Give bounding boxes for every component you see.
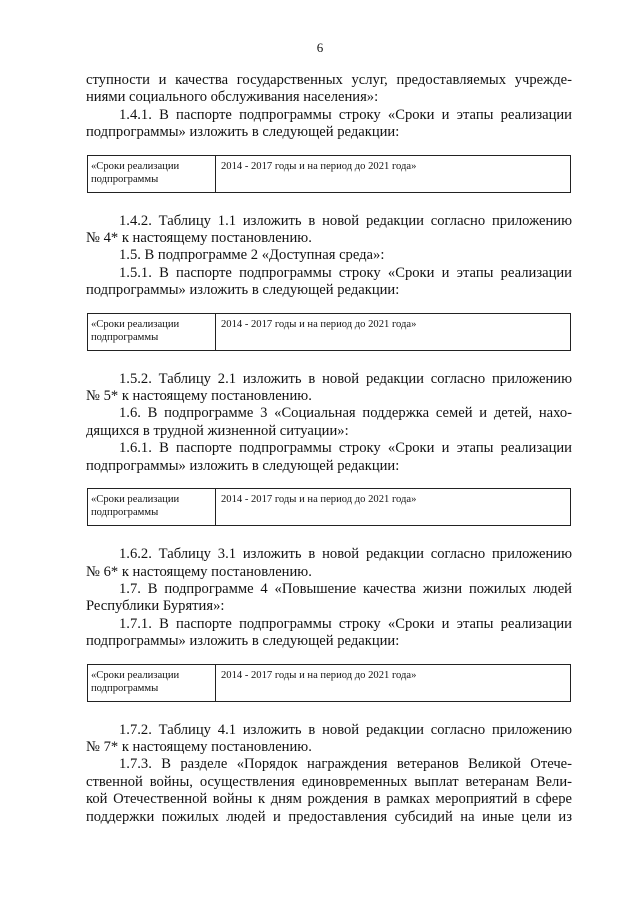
table-value-cell: 2014 - 2017 годы и на период до 2021 года» <box>221 669 417 681</box>
table-value-cell: 2014 - 2017 годы и на период до 2021 года» <box>221 494 417 506</box>
text-line: ниями социального обслуживания населения»: <box>86 89 379 106</box>
paragraph-1-6-1 <box>86 440 572 475</box>
text-line: 1.6.1. В паспорте подпрограммы строку «Сроки и этапы реализации <box>119 440 572 457</box>
text-line: 1.6. В подпрограмме 3 «Социальная поддержка семей и детей, нахо- <box>119 405 572 422</box>
table-label-cell: «Сроки реализации подпрограммы <box>88 156 216 192</box>
paragraph-1-5-2 <box>86 371 572 406</box>
text-line: Республики Бурятия»: <box>86 598 225 615</box>
paragraph-1-5 <box>86 247 572 264</box>
term-table-1 <box>87 155 571 193</box>
text-line: поддержки пожилых людей и предоставления субсидий на иные цели из <box>86 808 572 825</box>
text-line: подпрограммы» изложить в следующей редакции: <box>86 457 400 474</box>
paragraph-1-5-1 <box>86 265 572 300</box>
paragraph-1-4-2 <box>86 213 572 248</box>
text-line: № 5* к настоящему постановлению. <box>86 388 312 405</box>
text-line: подпрограммы» изложить в следующей редакции: <box>86 124 400 141</box>
text-line: 1.4.2. Таблицу 1.1 изложить в новой редакции согласно приложению <box>119 212 572 229</box>
text-line: 1.4.1. В паспорте подпрограммы строку «Сроки и этапы реализации <box>119 106 572 123</box>
paragraph-1-7-3 <box>86 756 572 826</box>
table-value-cell: 2014 - 2017 годы и на период до 2021 года» <box>221 318 417 330</box>
text-line: кой Отечественной войны к дням рождения в рамках мероприятий в сфере <box>86 791 572 808</box>
text-line: 1.7.3. В разделе «Порядок награждения ветеранов Великой Отече- <box>119 756 572 773</box>
paragraph-1-7 <box>86 581 572 616</box>
text-line: 1.7. В подпрограмме 4 «Повышение качества жизни пожилых людей <box>119 580 572 597</box>
paragraph-1-7-2 <box>86 722 572 757</box>
paragraph-1-4-1 <box>86 107 572 142</box>
text-line: № 6* к настоящему постановлению. <box>86 563 312 580</box>
text-line: № 4* к настоящему постановлению. <box>86 230 312 247</box>
text-line: № 7* к настоящему постановлению. <box>86 738 312 755</box>
text-line: подпрограммы» изложить в следующей редакции: <box>86 633 400 650</box>
text-line: подпрограммы» изложить в следующей редакции: <box>86 282 400 299</box>
page-number: 6 <box>316 40 324 55</box>
paragraph-continuation <box>86 72 572 107</box>
text-line: 1.5.2. Таблицу 2.1 изложить в новой редакции согласно приложению <box>119 370 572 387</box>
text-line: 1.7.2. Таблицу 4.1 изложить в новой редакции согласно приложению <box>119 721 572 738</box>
table-label-cell: «Сроки реализации подпрограммы <box>88 314 216 350</box>
text-line: 1.7.1. В паспорте подпрограммы строку «Сроки и этапы реализации <box>119 615 572 632</box>
document-body <box>86 72 572 826</box>
paragraph-1-6 <box>86 405 572 440</box>
text-line: ственной войны, осуществления единовременных выплат ветеранам Вели- <box>86 773 572 790</box>
text-line: 1.5. В подпрограмме 2 «Доступная среда»: <box>119 247 385 264</box>
table-label-cell: «Сроки реализации подпрограммы <box>88 665 216 701</box>
paragraph-1-7-1 <box>86 616 572 651</box>
text-line: 1.6.2. Таблицу 3.1 изложить в новой редакции согласно приложению <box>119 546 572 563</box>
term-table-3 <box>87 488 571 526</box>
term-table-4 <box>87 664 571 702</box>
term-table-2 <box>87 313 571 351</box>
paragraph-1-6-2 <box>86 546 572 581</box>
table-value-cell: 2014 - 2017 годы и на период до 2021 года» <box>221 160 417 172</box>
text-line: дящихся в трудной жизненной ситуации»: <box>86 422 349 439</box>
table-label-cell: «Сроки реализации подпрограммы <box>88 489 216 525</box>
text-line: ступности и качества государственных услуг, предоставляемых учрежде- <box>86 72 572 88</box>
text-line: 1.5.1. В паспорте подпрограммы строку «Сроки и этапы реализации <box>119 264 572 281</box>
